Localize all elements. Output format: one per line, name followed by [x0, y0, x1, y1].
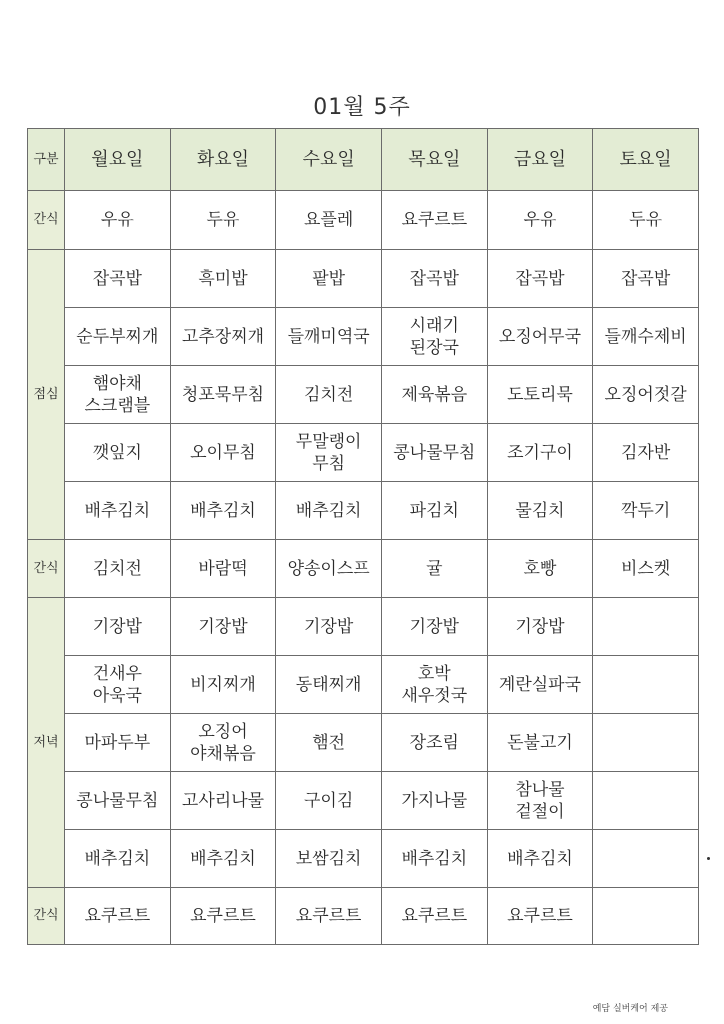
menu-cell — [593, 830, 699, 888]
lunch-row — [28, 482, 699, 540]
menu-cell: 귤 — [381, 540, 487, 598]
menu-cell: 팥밥 — [276, 250, 382, 308]
menu-cell: 호빵 — [487, 540, 593, 598]
menu-cell: 바람떡 — [170, 540, 276, 598]
menu-cell: 기장밥 — [65, 598, 171, 656]
day-header: 토요일 — [593, 129, 699, 191]
menu-cell: 기장밥 — [170, 598, 276, 656]
menu-cell: 구이김 — [276, 772, 382, 830]
menu-cell: 햄야채 스크램블 — [65, 366, 171, 424]
menu-cell: 요플레 — [276, 191, 382, 250]
menu-cell: 비스켓 — [593, 540, 699, 598]
row-label: 간식 — [28, 191, 65, 250]
menu-cell: 햄전 — [276, 714, 382, 772]
menu-cell: 오징어무국 — [487, 308, 593, 366]
menu-cell: 청포묵무침 — [170, 366, 276, 424]
menu-cell: 요쿠르트 — [170, 888, 276, 945]
menu-cell: 김치전 — [276, 366, 382, 424]
row-label: 간식 — [28, 540, 65, 598]
menu-cell: 배추김치 — [170, 482, 276, 540]
menu-cell: 흑미밥 — [170, 250, 276, 308]
menu-cell: 도토리묵 — [487, 366, 593, 424]
row-label: 점심 — [28, 250, 65, 540]
lunch-row — [28, 366, 699, 424]
lunch-row — [28, 308, 699, 366]
menu-cell — [593, 772, 699, 830]
menu-cell: 조기구이 — [487, 424, 593, 482]
row-label: 저녁 — [28, 598, 65, 888]
weekly-meal-table — [27, 128, 699, 945]
menu-cell: 장조림 — [381, 714, 487, 772]
dinner-row — [28, 830, 699, 888]
menu-cell: 잡곡밥 — [65, 250, 171, 308]
menu-cell: 두유 — [593, 191, 699, 250]
menu-cell: 오이무침 — [170, 424, 276, 482]
menu-cell: 배추김치 — [487, 830, 593, 888]
snack-row — [28, 191, 699, 250]
menu-cell: 제육볶음 — [381, 366, 487, 424]
menu-cell: 가지나물 — [381, 772, 487, 830]
menu-cell — [593, 598, 699, 656]
menu-cell: 배추김치 — [170, 830, 276, 888]
menu-cell: 호박 새우젓국 — [381, 656, 487, 714]
day-header: 월요일 — [65, 129, 171, 191]
menu-cell: 배추김치 — [276, 482, 382, 540]
day-header: 화요일 — [170, 129, 276, 191]
row-label: 간식 — [28, 888, 65, 945]
dinner-row — [28, 714, 699, 772]
menu-cell: 계란실파국 — [487, 656, 593, 714]
menu-cell: 동태찌개 — [276, 656, 382, 714]
menu-cell: 기장밥 — [276, 598, 382, 656]
menu-cell: 마파두부 — [65, 714, 171, 772]
menu-cell: 물김치 — [487, 482, 593, 540]
menu-cell: 들깨미역국 — [276, 308, 382, 366]
day-header: 금요일 — [487, 129, 593, 191]
menu-cell: 순두부찌개 — [65, 308, 171, 366]
menu-cell: 무말랭이 무침 — [276, 424, 382, 482]
menu-cell: 기장밥 — [487, 598, 593, 656]
menu-cell: 깍두기 — [593, 482, 699, 540]
menu-cell: 요쿠르트 — [381, 191, 487, 250]
menu-cell: 들깨수제비 — [593, 308, 699, 366]
dinner-row — [28, 772, 699, 830]
dinner-row — [28, 656, 699, 714]
menu-cell: 우유 — [487, 191, 593, 250]
header-row — [28, 129, 699, 191]
scan-speck — [707, 857, 710, 860]
menu-cell: 오징어젓갈 — [593, 366, 699, 424]
menu-cell: 양송이스프 — [276, 540, 382, 598]
dinner-row — [28, 598, 699, 656]
menu-cell: 참나물 겉절이 — [487, 772, 593, 830]
menu-cell: 콩나물무침 — [65, 772, 171, 830]
lunch-row — [28, 424, 699, 482]
menu-cell: 건새우 아욱국 — [65, 656, 171, 714]
menu-cell: 오징어 야채볶음 — [170, 714, 276, 772]
page-title: 01월 5주 — [313, 95, 411, 120]
menu-cell: 요쿠르트 — [65, 888, 171, 945]
menu-cell: 김치전 — [65, 540, 171, 598]
menu-cell — [593, 888, 699, 945]
menu-cell: 돈불고기 — [487, 714, 593, 772]
menu-cell: 우유 — [65, 191, 171, 250]
day-header: 수요일 — [276, 129, 382, 191]
menu-cell: 배추김치 — [65, 830, 171, 888]
lunch-row — [28, 250, 699, 308]
menu-cell: 고사리나물 — [170, 772, 276, 830]
menu-cell: 파김치 — [381, 482, 487, 540]
menu-cell: 잡곡밥 — [593, 250, 699, 308]
menu-cell: 비지찌개 — [170, 656, 276, 714]
menu-cell: 잡곡밥 — [381, 250, 487, 308]
header-corner: 구분 — [28, 129, 65, 191]
menu-cell: 고추장찌개 — [170, 308, 276, 366]
menu-cell: 두유 — [170, 191, 276, 250]
menu-cell: 요쿠르트 — [381, 888, 487, 945]
menu-cell — [593, 714, 699, 772]
menu-cell: 요쿠르트 — [276, 888, 382, 945]
menu-cell: 보쌈김치 — [276, 830, 382, 888]
menu-cell: 배추김치 — [65, 482, 171, 540]
footer-credit: 예담 실버케어 제공 — [592, 1004, 668, 1014]
menu-cell: 기장밥 — [381, 598, 487, 656]
menu-cell: 잡곡밥 — [487, 250, 593, 308]
menu-cell: 깻잎지 — [65, 424, 171, 482]
snack-row — [28, 888, 699, 945]
menu-cell: 김자반 — [593, 424, 699, 482]
menu-cell: 배추김치 — [381, 830, 487, 888]
snack-row — [28, 540, 699, 598]
menu-cell — [593, 656, 699, 714]
menu-cell: 시래기 된장국 — [381, 308, 487, 366]
day-header: 목요일 — [381, 129, 487, 191]
menu-cell: 요쿠르트 — [487, 888, 593, 945]
menu-cell: 콩나물무침 — [381, 424, 487, 482]
